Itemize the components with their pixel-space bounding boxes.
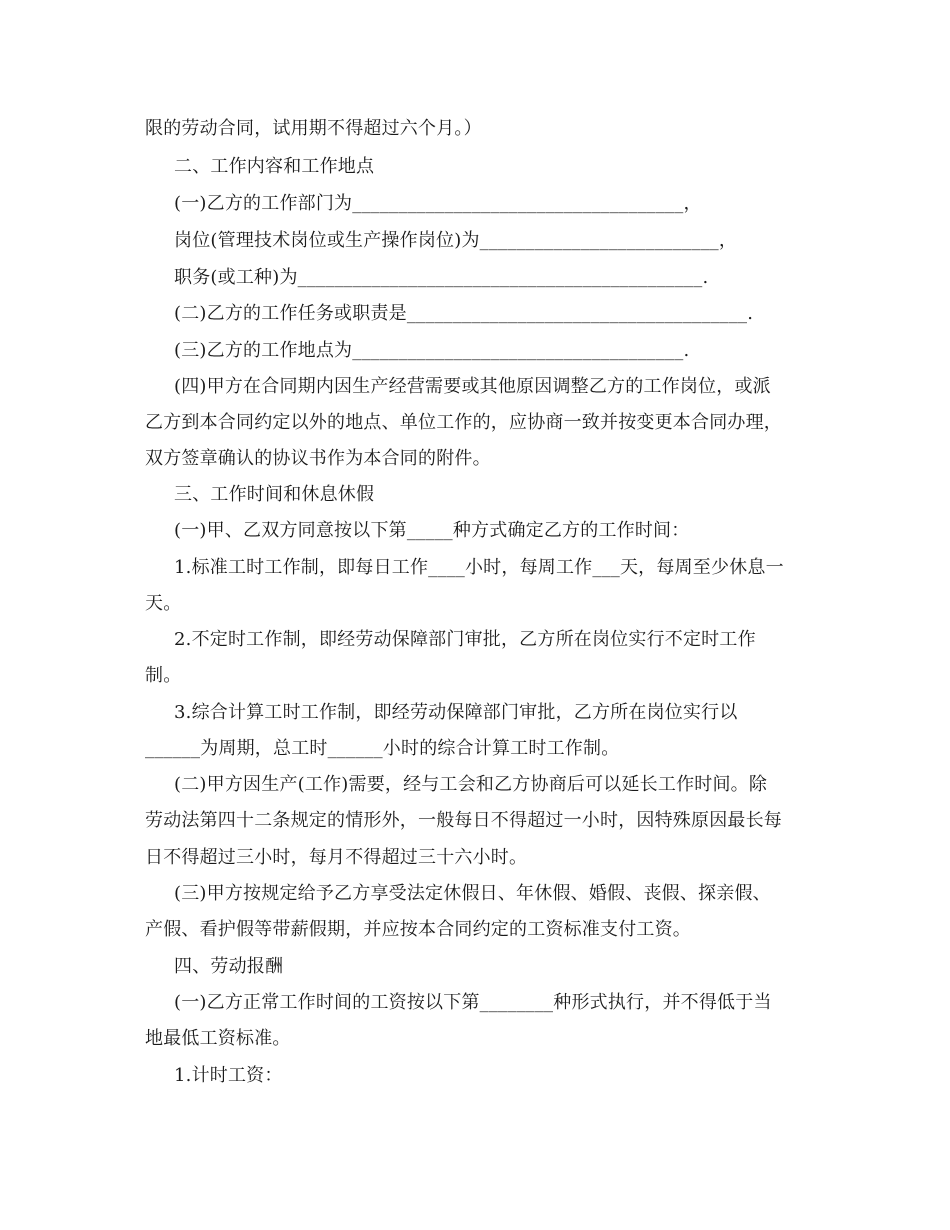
text-line: 1.计时工资： (174, 1065, 283, 1086)
text-line: 产假、看护假等带薪假期，并应按本合同约定的工资标准支付工资。 (145, 919, 691, 940)
text-line: 2.不定时工作制，即经劳动保障部门审批，乙方所在岗位实行不定时工作 (174, 629, 756, 650)
text-line: 制。 (145, 665, 182, 686)
text-line: 职务(或工种)为____________________________________________. (174, 267, 709, 288)
text-line: 限的劳动合同，试用期不得超过六个月。） (145, 118, 482, 139)
text-line: (二)甲方因生产(工作)需要，经与工会和乙方协商后可以延长工作时间。除 (174, 774, 768, 795)
text-line: 地最低工资标准。 (145, 1028, 291, 1049)
text-line: (四)甲方在合同期内因生产经营需要或其他原因调整乙方的工作岗位，或派 (174, 376, 771, 397)
text-line: 3.综合计算工时工作制，即经劳动保障部门审批，乙方所在岗位实行以 (174, 702, 738, 723)
text-line: 1.标准工时工作制，即每日工作____小时，每周工作___天，每周至少休息一 (174, 557, 784, 578)
section-heading: 四、劳动报酬 (174, 956, 284, 977)
text-line: (三)甲方按规定给予乙方享受法定休假日、年休假、婚假、丧假、探亲假、 (174, 883, 771, 904)
section-heading: 三、工作时间和休息休假 (174, 484, 375, 505)
text-line: ______为周期，总工时______小时的综合计算工时工作制。 (145, 738, 620, 759)
text-line: 天。 (145, 593, 182, 614)
text-line: (一)乙方的工作部门为____________________________________， (174, 193, 702, 214)
section-heading: 二、工作内容和工作地点 (174, 156, 375, 177)
text-line: 双方签章确认的协议书作为本合同的附件。 (145, 448, 491, 469)
text-line: 岗位(管理技术岗位或生产操作岗位)为__________________________， (174, 230, 738, 251)
text-line: (二)乙方的工作任务或职责是_____________________________________. (174, 303, 754, 324)
text-line: (三)乙方的工作地点为____________________________________. (174, 340, 690, 361)
text-line: 日不得超过三小时，每月不得超过三十六小时。 (145, 847, 528, 868)
text-line: (一)甲、乙双方同意按以下第_____种方式确定乙方的工作时间： (174, 520, 690, 541)
text-line: (一)乙方正常工作时间的工资按以下第________种形式执行，并不得低于当 (174, 992, 772, 1013)
text-line: 乙方到本合同约定以外的地点、单位工作的，应协商一致并按变更本合同办理， (145, 412, 782, 433)
text-line: 劳动法第四十二条规定的情形外，一般每日不得超过一小时，因特殊原因最长每 (145, 810, 782, 831)
